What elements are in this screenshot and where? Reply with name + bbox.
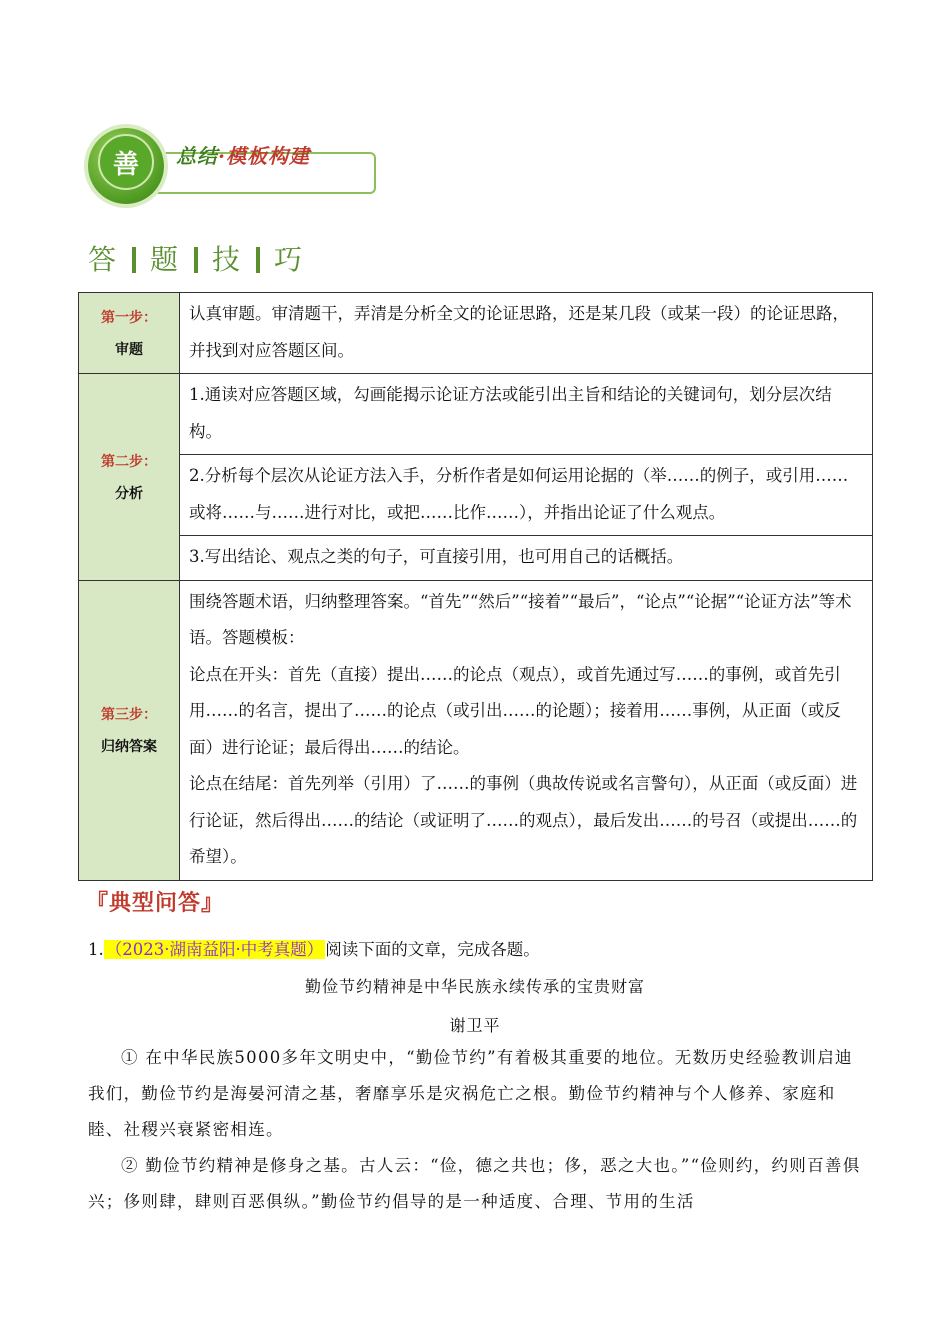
article-paragraph: ② 勤俭节约精神是修身之基。古人云：“俭，德之共也；侈，恶之大也。”“俭则约，约则百善俱兴；侈则肆，肆则百恶俱纵。”勤俭节约倡导的是一种适度、合理、节用的生活	[88, 1156, 861, 1211]
question-number: 1.	[88, 940, 104, 959]
section-title-char: 技	[212, 243, 243, 276]
question-prompt: 阅读下面的文章，完成各题。	[325, 940, 540, 959]
article-title: 勤俭节约精神是中华民族永续传承的宝贵财富	[304, 977, 645, 996]
step-content: 1.通读对应答题区域，勾画能揭示论证方法或能引出主旨和结论的关键词句，划分层次结构。	[180, 374, 873, 455]
step-number: 第二步：	[101, 453, 157, 470]
step-content: 3.写出结论、观点之类的句子，可直接引用，也可用自己的话概括。	[180, 536, 873, 581]
step-label	[79, 293, 180, 374]
banner-title-prefix: 总结	[176, 144, 218, 168]
title-separator	[132, 247, 136, 273]
steps-table	[78, 292, 873, 881]
table-row	[79, 536, 873, 581]
article-paragraph: ① 在中华民族5000多年文明史中，“勤俭节约”有着极其重要的地位。无数历史经验教训启迪我们，勤俭节约是海晏河清之基，奢靡享乐是灾祸危亡之根。勤俭节约精神与个人修养、家庭和睦、社稷兴衰紧密相连。	[88, 1048, 853, 1139]
title-separator	[194, 247, 198, 273]
step-content: 认真审题。审清题干，弄清是分析全文的论证思路，还是某几段（或某一段）的论证思路，并找到对应答题区间。	[180, 293, 873, 374]
banner-emblem	[88, 128, 164, 204]
step-name: 审题	[115, 342, 143, 358]
table-row	[79, 293, 873, 374]
section-title-char: 巧	[274, 243, 305, 276]
step-number: 第一步：	[101, 310, 157, 326]
article-body	[88, 1040, 868, 1220]
step-content: 围绕答题术语，归纳整理答案。“首先”“然后”“接着”“最后”，“论点”“论据”“论证方法”等术语。答题模板： 论点在开头：首先（直接）提出……的论点（观点），或首先通过写……的事例，或首先引用……的名言，提出了……的论点（或引出……的论题）；接着用……事例，从正面（或反面）进行论证；最后得出……的结论。 论点在结尾：首先列举（引用）了……的事例（典故传说或名言警句），从正面（或反面）进行论证，然后得出……的结论（或证明了……的观点），最后发出……的号召（或提出……的希望）。	[180, 580, 873, 880]
question-line	[88, 936, 540, 960]
banner-badge: 善	[98, 134, 154, 190]
table-row	[79, 374, 873, 455]
title-separator	[256, 247, 260, 273]
question-source: （2023·湖南益阳·中考真题）	[105, 940, 324, 959]
banner-title	[176, 140, 310, 169]
step-name: 分析	[115, 485, 143, 502]
section-banner	[88, 128, 380, 198]
section-title-char: 题	[150, 243, 181, 276]
step-label	[79, 580, 180, 880]
table-row	[79, 455, 873, 536]
typical-heading: 『典型问答』	[86, 890, 225, 916]
section-title-char: 答	[88, 243, 119, 276]
step-label	[79, 374, 180, 581]
table-row	[79, 580, 873, 880]
section-title	[88, 238, 304, 278]
banner-title-main: ·模板构建	[218, 144, 310, 168]
step-content: 2.分析每个层次从论证方法入手，分析作者是如何运用论据的（举……的例子，或引用……或将……与……进行对比，或把……比作……），并指出论证了什么观点。	[180, 455, 873, 536]
article-author: 谢卫平	[449, 1016, 501, 1035]
step-number: 第三步：	[101, 707, 157, 723]
step-name: 归纳答案	[101, 739, 157, 755]
